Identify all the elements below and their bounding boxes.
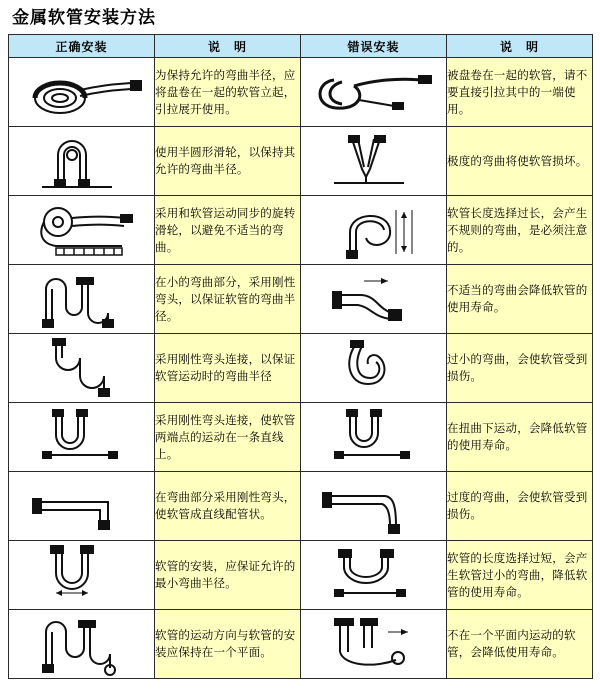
rigid-elbow-u-loop-icon [12,336,152,400]
table-head [9,35,593,58]
note-wrong: 被盘卷在一起的软管，请不要直接引拉其中的一端使用。 [447,58,593,127]
table-row [9,265,593,334]
figure-cell-wrong [301,127,447,196]
note-wrong: 过小的弯曲，会使软管受到损伤。 [447,334,593,403]
column-header-wrong-note: 说 明 [447,35,593,58]
column-header-correct-note: 说 明 [155,35,301,58]
coiled-hose-pulled-from-end-icon [304,60,444,124]
note-wrong: 不在一个平面内运动的软管，会降低使用寿命。 [447,610,593,679]
rotating-pulley-with-chain-icon [12,198,152,262]
page-title: 金属软管安装方法 [12,8,156,28]
note-wrong: 极度的弯曲将使软管损坏。 [447,127,593,196]
improper-tight-bend-at-fitting-icon [304,267,444,331]
figure-cell-wrong [301,265,447,334]
table-row [9,403,593,472]
figure-cell-correct [9,610,155,679]
table-row [9,610,593,679]
note-correct: 采用和软管运动同步的旋转滑轮，以避免不适当的弯曲。 [155,196,301,265]
column-header-wrong-install: 错误安装 [301,35,447,58]
note-correct: 软管的运动方向与软管的安装应保持在一个平面。 [155,610,301,679]
twisted-u-bend-motion-icon [304,405,444,469]
table-header-row [9,35,593,58]
rigid-elbow-at-small-bend-icon [12,267,152,331]
coiled-hose-stand-upright-icon [12,60,152,124]
figure-cell-wrong [301,610,447,679]
figure-cell-correct [9,403,155,472]
straight-pipe-with-elbow-icon [12,474,152,538]
note-correct: 使用半圆形滑轮，以保持其允许的弯曲半径。 [155,127,301,196]
rigid-elbows-straight-line-motion-icon [12,405,152,469]
figure-cell-wrong [301,403,447,472]
figure-cell-correct [9,127,155,196]
installation-methods-table [8,34,593,679]
note-correct: 在小的弯曲部分，采用刚性弯头，以保证软管的弯曲半径。 [155,265,301,334]
note-correct: 采用刚性弯头连接，使软管两端点的运动在一条直线上。 [155,403,301,472]
table-row [9,58,593,127]
figure-cell-correct [9,265,155,334]
note-wrong: 过度的弯曲，会使软管受到损伤。 [447,472,593,541]
column-header-correct-install: 正确安装 [9,35,155,58]
table-body [9,58,593,679]
note-correct: 在弯曲部分采用刚性弯头，使软管成直线配管状。 [155,472,301,541]
figure-cell-wrong [301,541,447,610]
figure-cell-correct [9,58,155,127]
minimum-bend-radius-u-shape-icon [12,543,152,607]
table-row [9,196,593,265]
figure-cell-correct [9,334,155,403]
figure-cell-wrong [301,58,447,127]
figure-cell-correct [9,196,155,265]
note-correct: 为保持允许的弯曲半径，应将盘卷在一起的软管立起，引拉展开使用。 [155,58,301,127]
figure-cell-correct [9,472,155,541]
note-wrong: 在扭曲下运动，会降低软管的使用寿命。 [447,403,593,472]
note-wrong: 不适当的弯曲会降低软管的使用寿命。 [447,265,593,334]
semicircular-guide-pulley-icon [12,129,152,193]
sharp-v-bend-over-edge-icon [304,129,444,193]
figure-cell-correct [9,541,155,610]
too-long-hose-small-bend-icon [304,543,444,607]
motion-plane-aligned-install-icon [12,612,152,676]
note-wrong: 软管长度选择过长，会产生不规则的弯曲，是必须注意的。 [447,196,593,265]
table-row [9,541,593,610]
too-small-bend-radius-loop-icon [304,336,444,400]
table-row [9,127,593,196]
note-correct: 采用刚性弯头连接，以保证软管运动时的弯曲半径 [155,334,301,403]
figure-cell-wrong [301,334,447,403]
figure-cell-wrong [301,472,447,541]
note-correct: 软管的安装，应保证允许的最小弯曲半径。 [155,541,301,610]
note-wrong: 软管的长度选择过短，会产生软管过小的弯曲，降低软管的使用寿命。 [447,541,593,610]
over-bent-corner-pipe-icon [304,474,444,538]
figure-cell-wrong [301,196,447,265]
motion-out-of-plane-install-icon [304,612,444,676]
table-row [9,334,593,403]
table-row [9,472,593,541]
excess-length-irregular-bend-icon [304,198,444,262]
